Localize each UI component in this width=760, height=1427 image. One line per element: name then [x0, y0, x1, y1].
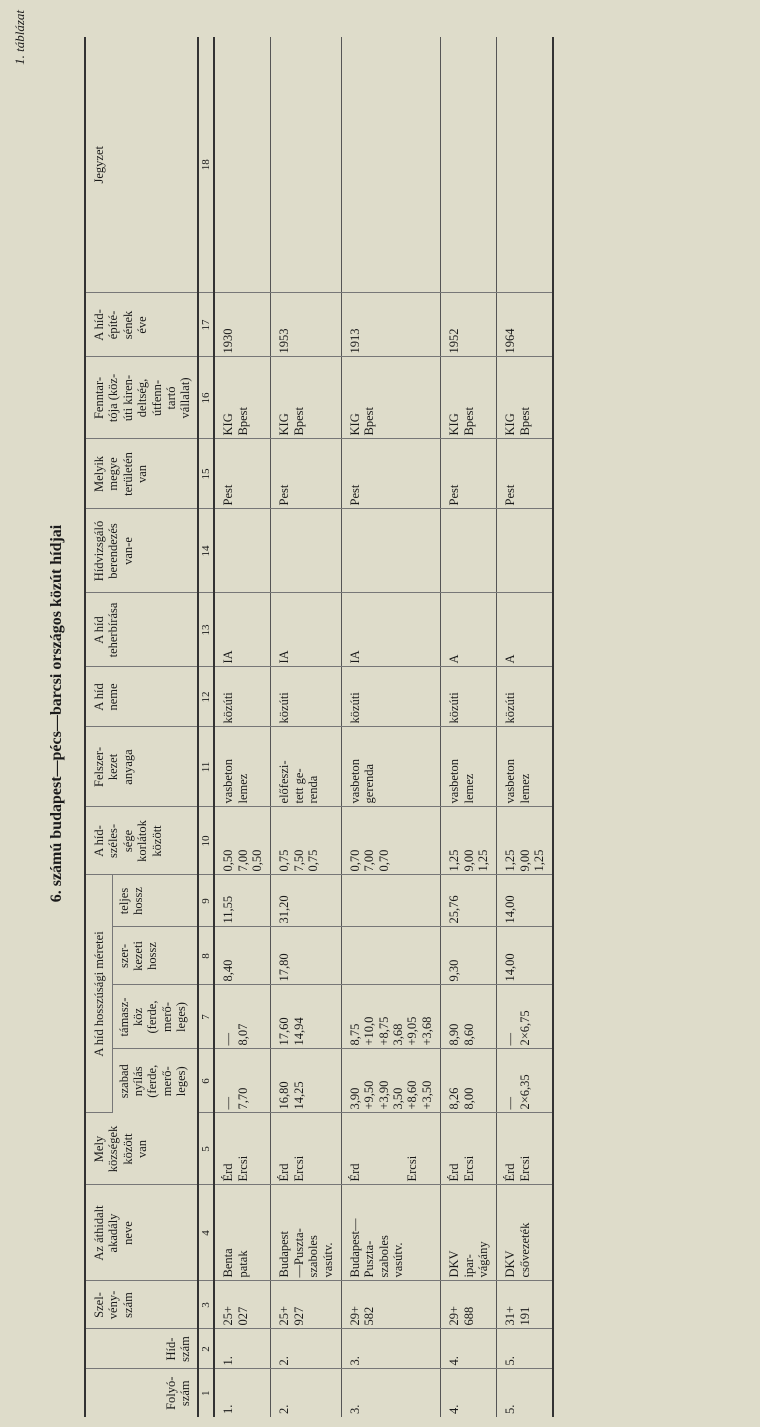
column-number: 3: [198, 1281, 215, 1329]
table-row: [214, 37, 271, 1417]
cell-szelvenyszam: 25+ 927: [271, 1281, 342, 1329]
cell-szabad-nyilas: 3,90 +9,50 +3,90 3,50 +8,60 +3,50: [341, 1049, 440, 1113]
table-row: [441, 37, 497, 1417]
cell-hidvizsgalo: [271, 509, 342, 593]
table-row: [341, 37, 440, 1417]
cell-szabad-nyilas: — 7,70: [214, 1049, 271, 1113]
cell-hidszam: 2.: [271, 1329, 342, 1369]
cell-teherbiras: IA: [271, 593, 342, 667]
cell-neme: közúti: [214, 667, 271, 727]
cell-folyoszam: 5.: [503, 1404, 518, 1414]
cell-megye: Pest: [441, 439, 497, 509]
cell-szelesseg: 0,75 7,50 0,75: [271, 807, 342, 875]
column-number: 14: [198, 509, 215, 593]
cell-szelesseg: 1,25 9,00 1,25: [497, 807, 554, 875]
cell-jegyzet: [214, 37, 271, 293]
cell-tamaszkoz: 8,90 8,60: [441, 985, 497, 1049]
cell-folyoszam: 1.: [221, 1404, 236, 1414]
cell-akadaly: DKV ipar- vágány: [441, 1185, 497, 1281]
table-label: 1. táblázat: [12, 10, 27, 65]
cell-hidszam: 4.: [441, 1329, 497, 1369]
header-kozsegek: Mely községek között van: [85, 1113, 198, 1185]
column-number: 11: [198, 727, 215, 807]
cell-megye: Pest: [497, 439, 554, 509]
cell-epites-eve: 1953: [271, 293, 342, 357]
cell-szabad-nyilas: — 2×6,35: [497, 1049, 554, 1113]
cell-kozsegek: Érd Ercsi: [441, 1113, 497, 1185]
table-row: [271, 37, 342, 1417]
column-number: 18: [198, 37, 215, 293]
cell-megye: Pest: [214, 439, 271, 509]
cell-jegyzet: [497, 37, 554, 293]
header-anyag: Felszer- kezet anyaga: [85, 727, 198, 807]
cell-akadaly: Benta patak: [214, 1185, 271, 1281]
header-tamaszkoz: támasz- köz (ferde, merő- leges): [112, 985, 197, 1049]
cell-szelesseg: 0,50 7,00 0,50: [214, 807, 271, 875]
header-teherbiras: A híd teherbírása: [85, 593, 198, 667]
cell-szerkezeti-hossz: 8,40: [214, 927, 271, 985]
cell-tamaszkoz: — 8,07: [214, 985, 271, 1049]
cell-anyag: vasbeton lemez: [497, 727, 554, 807]
cell-kozsegek: Érd Ercsi: [214, 1113, 271, 1185]
cell-jegyzet: [271, 37, 342, 293]
cell-epites-eve: 1930: [214, 293, 271, 357]
cell-szabad-nyilas: 8,26 8,00: [441, 1049, 497, 1113]
column-number: 17: [198, 293, 215, 357]
cell-kozsegek: Érd Ercsi: [271, 1113, 342, 1185]
cell-hidvizsgalo: [214, 509, 271, 593]
cell-szelvenyszam: 29+ 688: [441, 1281, 497, 1329]
cell-szerkezeti-hossz: 14,00: [497, 927, 554, 985]
column-number: 5: [198, 1113, 215, 1185]
cell-folyoszam: 2.: [277, 1404, 292, 1414]
table-body: [214, 37, 553, 1417]
header-epites-eve: A híd- építé- sének éve: [85, 293, 198, 357]
cell-neme: közúti: [497, 667, 554, 727]
table-row: [497, 37, 554, 1417]
column-number: 2: [198, 1329, 215, 1369]
cell-szerkezeti-hossz: 9,30: [441, 927, 497, 985]
cell-neme: közúti: [341, 667, 440, 727]
cell-teherbiras: A: [497, 593, 554, 667]
cell-anyag: vasbeton lemez: [441, 727, 497, 807]
cell-megye: Pest: [341, 439, 440, 509]
cell-megye: Pest: [271, 439, 342, 509]
header-fenntarto: Fenntar- tója (köz- úti kiren- deltség, útfenn- tartó vállalat): [85, 357, 198, 439]
header-hidszam: Híd- szám: [85, 1329, 198, 1369]
header-hidvizsgalo: Hídvizsgáló berendezés van-e: [85, 509, 198, 593]
header-neme: A híd neme: [85, 667, 198, 727]
cell-szelvenyszam: 25+ 027: [214, 1281, 271, 1329]
cell-neme: közúti: [441, 667, 497, 727]
column-number: 9: [198, 875, 215, 927]
cell-hidszam: 3.: [341, 1329, 440, 1369]
cell-teljes-hossz: 11,55: [214, 875, 271, 927]
cell-jegyzet: [441, 37, 497, 293]
cell-teherbiras: A: [441, 593, 497, 667]
bridge-table: [84, 37, 554, 1417]
cell-fenntarto: KIG Bpest: [214, 357, 271, 439]
cell-akadaly: Budapest— Puszta- szaboles vasútv.: [341, 1185, 440, 1281]
cell-tamaszkoz: 17,60 14,94: [271, 985, 342, 1049]
cell-szelvenyszam: 29+ 582: [341, 1281, 440, 1329]
cell-akadaly: Budapest —Puszta- szaboles vasútv.: [271, 1185, 342, 1281]
header-folyoszam: Folyó- szám: [163, 1376, 193, 1410]
cell-neme: közúti: [271, 667, 342, 727]
column-number: 15: [198, 439, 215, 509]
header-szerkezeti-hossz: szer- kezeti hossz: [112, 927, 197, 985]
cell-akadaly: DKV csővezeték: [497, 1185, 554, 1281]
column-number: 4: [198, 1185, 215, 1281]
cell-anyag: vasbeton gerenda: [341, 727, 440, 807]
cell-jegyzet: [341, 37, 440, 293]
cell-szelesseg: 0,70 7,00 0,70: [341, 807, 440, 875]
cell-hidvizsgalo: [441, 509, 497, 593]
cell-szerkezeti-hossz: [341, 927, 440, 985]
column-number: 10: [198, 807, 215, 875]
cell-teljes-hossz: 14,00: [497, 875, 554, 927]
column-number: 8: [198, 927, 215, 985]
cell-hidvizsgalo: [341, 509, 440, 593]
cell-kozsegek: Érd Ercsi: [497, 1113, 554, 1185]
cell-fenntarto: KIG Bpest: [341, 357, 440, 439]
cell-epites-eve: 1913: [341, 293, 440, 357]
cell-anyag: előfeszi- tett ge- renda: [271, 727, 342, 807]
cell-hidszam: 5.: [497, 1329, 554, 1369]
cell-folyoszam: 4.: [447, 1404, 462, 1414]
cell-fenntarto: KIG Bpest: [441, 357, 497, 439]
cell-hidszam: 1.: [214, 1329, 271, 1369]
cell-teljes-hossz: [341, 875, 440, 927]
cell-teljes-hossz: 31,20: [271, 875, 342, 927]
cell-tamaszkoz: — 2×6,75: [497, 985, 554, 1049]
cell-hidvizsgalo: [497, 509, 554, 593]
cell-tamaszkoz: 8,75 +10,0 +8,75 3,68 +9,05 +3,68: [341, 985, 440, 1049]
cell-szerkezeti-hossz: 17,80: [271, 927, 342, 985]
cell-fenntarto: KIG Bpest: [497, 357, 554, 439]
column-number: 12: [198, 667, 215, 727]
cell-szabad-nyilas: 16,80 14,25: [271, 1049, 342, 1113]
cell-szelvenyszam: 31+ 191: [497, 1281, 554, 1329]
cell-teherbiras: IA: [341, 593, 440, 667]
cell-teherbiras: IA: [214, 593, 271, 667]
cell-epites-eve: 1964: [497, 293, 554, 357]
column-number: 1: [198, 1369, 215, 1417]
header-szelvenyszam: Szel- vény- szám: [85, 1281, 198, 1329]
cell-folyoszam: 3.: [347, 1404, 362, 1414]
cell-teljes-hossz: 25,76: [441, 875, 497, 927]
column-number-row: [198, 37, 215, 1417]
column-number: 7: [198, 985, 215, 1049]
table-title: 6. számú budapest—pécs—barcsi országos közút hídjai: [48, 524, 65, 903]
header-megye: Melyik megye területén van: [85, 439, 198, 509]
column-number: 6: [198, 1049, 215, 1113]
cell-anyag: vasbeton lemez: [214, 727, 271, 807]
header-szelesseg: A híd- széles- sége korlátok között: [85, 807, 198, 875]
header-teljes-hossz: teljes hossz: [112, 875, 197, 927]
header-akadaly: Az áthidalt akadály neve: [85, 1185, 198, 1281]
header-group-hosszusag: A híd hosszúsági méretei: [85, 875, 112, 1113]
column-number: 16: [198, 357, 215, 439]
cell-epites-eve: 1952: [441, 293, 497, 357]
header-szabad-nyilas: szabad nyílás (ferde, merő- leges): [116, 1064, 189, 1099]
cell-fenntarto: KIG Bpest: [271, 357, 342, 439]
cell-kozsegek: Érd Ercsi: [341, 1113, 440, 1185]
cell-szelesseg: 1,25 9,00 1,25: [441, 807, 497, 875]
column-number: 13: [198, 593, 215, 667]
header-jegyzet: Jegyzet: [85, 37, 198, 293]
